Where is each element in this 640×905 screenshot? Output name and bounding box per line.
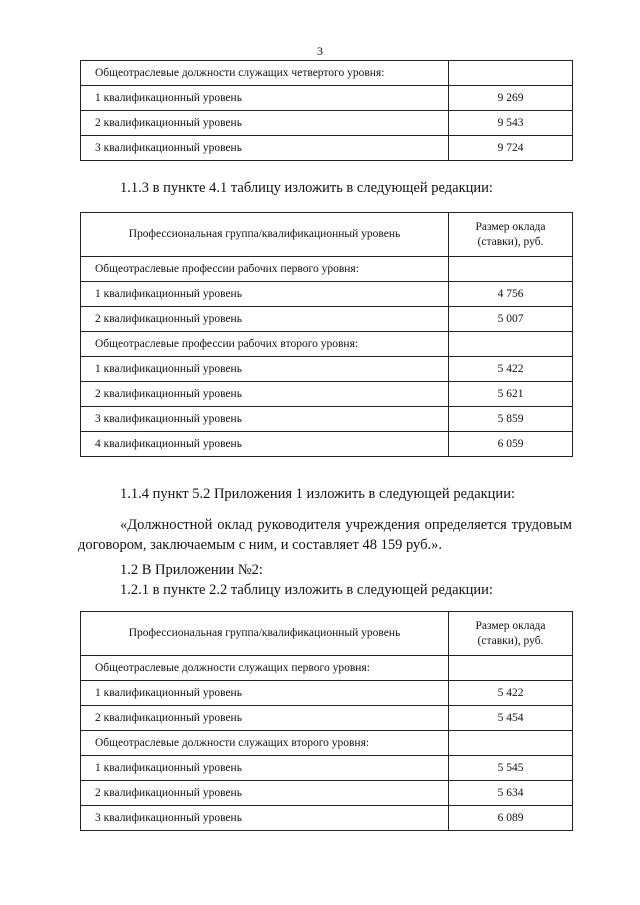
table-row	[81, 307, 573, 332]
column-header-group: Профессиональная группа/квалификационный уровень	[81, 612, 449, 656]
salary-value	[449, 61, 573, 86]
paragraph-1-2-1: 1.2.1 в пункте 2.2 таблицу изложить в следующей редакции:	[120, 582, 493, 598]
salary-value	[449, 332, 573, 357]
table-row	[81, 86, 573, 111]
salary-value: 5 007	[449, 307, 573, 332]
salary-value: 6 059	[449, 432, 573, 457]
level-label: 2 квалификационный уровень	[81, 781, 449, 806]
level-label: 3 квалификационный уровень	[81, 136, 449, 161]
table-row	[81, 407, 573, 432]
table-row	[81, 806, 573, 831]
salary-value: 5 422	[449, 681, 573, 706]
category-label: Общеотраслевые профессии рабочих первого уровня:	[81, 257, 449, 282]
table-row	[81, 681, 573, 706]
level-label: 4 квалификационный уровень	[81, 432, 449, 457]
category-label: Общеотраслевые должности служащих первого уровня:	[81, 656, 449, 681]
level-label: 2 квалификационный уровень	[81, 307, 449, 332]
salary-value: 9 543	[449, 111, 573, 136]
salary-value: 5 454	[449, 706, 573, 731]
salary-value	[449, 257, 573, 282]
table-row	[81, 756, 573, 781]
table-row	[81, 656, 573, 681]
column-header-salary	[449, 213, 573, 257]
paragraph-1-1-3: 1.1.3 в пункте 4.1 таблицу изложить в следующей редакции:	[120, 180, 493, 196]
salary-value: 9 269	[449, 86, 573, 111]
table-row	[81, 432, 573, 457]
level-label: 2 квалификационный уровень	[81, 706, 449, 731]
paragraph-quote: «Должностной оклад руководителя учреждения определяется трудовым договором, заключаемым с ним, и составляет 48 159 руб.».	[78, 517, 572, 553]
table-employees-salaries	[80, 611, 573, 831]
level-label: 1 квалификационный уровень	[81, 86, 449, 111]
salary-value: 5 422	[449, 357, 573, 382]
column-header-salary-line1: Размер оклада	[475, 619, 546, 632]
table-header-row	[81, 213, 573, 257]
salary-value: 5 859	[449, 407, 573, 432]
table-row	[81, 61, 573, 86]
column-header-salary-line2: (ставки), руб.	[477, 235, 544, 248]
salary-value: 4 756	[449, 282, 573, 307]
column-header-salary-line2: (ставки), руб.	[477, 634, 544, 647]
table-row	[81, 282, 573, 307]
column-header-salary-line1: Размер оклада	[475, 220, 546, 233]
salary-value	[449, 656, 573, 681]
table-row	[81, 257, 573, 282]
column-header-group: Профессиональная группа/квалификационный уровень	[81, 213, 449, 257]
category-label: Общеотраслевые профессии рабочих второго уровня:	[81, 332, 449, 357]
salary-value: 5 621	[449, 382, 573, 407]
table-row	[81, 706, 573, 731]
table-header-row	[81, 612, 573, 656]
table-row	[81, 332, 573, 357]
page-number: 3	[317, 44, 323, 58]
salary-value: 5 545	[449, 756, 573, 781]
table-row	[81, 382, 573, 407]
salary-value: 6 089	[449, 806, 573, 831]
paragraph-1-2: 1.2 В Приложении №2:	[120, 562, 263, 578]
category-label: Общеотраслевые должности служащих четвертого уровня:	[81, 61, 449, 86]
level-label: 1 квалификационный уровень	[81, 756, 449, 781]
table-row	[81, 781, 573, 806]
category-label: Общеотраслевые должности служащих второго уровня:	[81, 731, 449, 756]
level-label: 1 квалификационный уровень	[81, 681, 449, 706]
table-row	[81, 357, 573, 382]
paragraph-1-1-4: 1.1.4 пункт 5.2 Приложения 1 изложить в следующей редакции:	[120, 486, 515, 502]
column-header-salary	[449, 612, 573, 656]
level-label: 2 квалификационный уровень	[81, 111, 449, 136]
table-row	[81, 136, 573, 161]
table-workers-salaries	[80, 212, 573, 457]
salary-value: 5 634	[449, 781, 573, 806]
level-label: 3 квалификационный уровень	[81, 806, 449, 831]
table-row	[81, 111, 573, 136]
level-label: 3 квалификационный уровень	[81, 407, 449, 432]
table-row	[81, 731, 573, 756]
table-fourth-level-salaries	[80, 60, 573, 161]
salary-value: 9 724	[449, 136, 573, 161]
level-label: 2 квалификационный уровень	[81, 382, 449, 407]
level-label: 1 квалификационный уровень	[81, 282, 449, 307]
salary-value	[449, 731, 573, 756]
level-label: 1 квалификационный уровень	[81, 357, 449, 382]
